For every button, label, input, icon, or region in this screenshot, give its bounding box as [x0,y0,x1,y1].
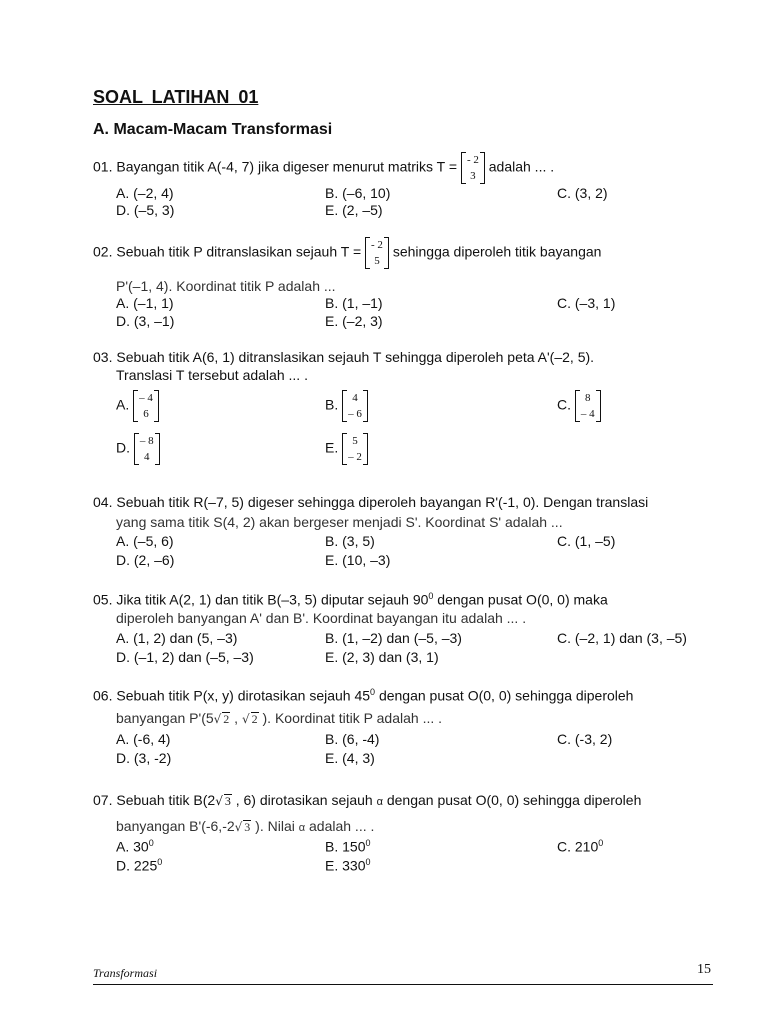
question-1-matrix: - 2 3 [461,152,485,184]
q6-option-a: A. (-6, 4) [116,731,171,747]
q7-option-a: A. $30^0$ [116,838,154,855]
q2-option-a: A. (–1, 1) [116,295,174,311]
q3-option-d: D. – 8 4 [116,433,160,465]
q7-option-d: D. $225^0$ [116,857,163,874]
q3-option-e-matrix: 5 – 2 [342,433,368,465]
question-7-text: 07. Sebuah titik B(2√ 3 , 6) dirotasikan sejauh α dengan pusat O(0, 0) sehingga diperoleh [93,792,642,808]
q1-option-a: A. (–2, 4) [116,185,174,201]
question-7-line2: banyangan B'(-6,-2√ 3 ). Nilai α adalah ... . [116,818,375,834]
footer-page-number: 15 [697,962,711,977]
question-2 [93,237,601,269]
question-2-text: 02. Sebuah titik P ditranslasikan sejauh T = [93,243,362,260]
alpha-symbol: α [298,822,306,834]
question-1-tail: adalah ... . [488,158,555,175]
q6-option-e: E. (4, 3) [325,750,375,766]
question-4-text: 04. Sebuah titik R(–7, 5) digeser sehingga diperoleh bayangan R'(-1, 0). Dengan translasi [93,494,649,510]
footer-divider [93,984,713,985]
q5-option-c: C. (–2, 1) dan (3, –5) [557,630,687,646]
footer-chapter: Transformasi [93,966,158,980]
q6-option-c: C. (-3, 2) [557,731,613,747]
q5-option-e: E. (2, 3) dan (3, 1) [325,649,439,665]
sqrt-symbol: √ [234,820,243,834]
q3-option-a-matrix: – 4 6 [133,390,159,422]
q4-option-a: A. (–5, 6) [116,533,174,549]
question-4-line2: yang sama titik S(4, 2) akan bergeser menjadi S'. Koordinat S' adalah ... [116,514,563,530]
q3-option-a: A. – 4 6 [116,390,159,422]
q4-option-c: C. (1, –5) [557,533,616,549]
q7-option-b: B. $150^0$ [325,838,371,855]
question-3-text: 03. Sebuah titik A(6, 1) ditranslasikan sejauh T sehingga diperoleh peta A'(–2, 5). [93,349,595,365]
q5-option-a: A. (1, 2) dan (5, –3) [116,630,238,646]
q7-option-e: E. $330^0$ [325,857,371,874]
page-title: SOAL LATIHAN 01 [93,87,259,107]
question-3-line2: Translasi T tersebut adalah ... . [116,367,308,383]
q3-option-d-matrix: – 8 4 [134,433,160,465]
q1-option-b: B. (–6, 10) [325,185,391,201]
q3-option-b: B. 4 – 6 [325,390,368,422]
sqrt-symbol: √ [215,794,223,808]
question-1-text: 01. Bayangan titik A(-4, 7) jika digeser menurut matriks T = [93,158,458,175]
q2-option-b: B. (1, –1) [325,295,383,311]
question-2-line2: P'(–1, 4). Koordinat titik P adalah ... [116,278,336,294]
question-6-line2: banyangan P'(5√ 2 , √ 2 ). Koordinat titik P adalah ... . [116,710,443,726]
q6-option-d: D. (3, -2) [116,750,172,766]
question-5-line2: diperoleh banyangan A' dan B'. Koordinat bayangan itu adalah ... . [116,610,527,626]
question-2-tail: sehingga diperoleh titik bayangan [392,243,602,260]
q4-option-b: B. (3, 5) [325,533,375,549]
q1-option-e: E. (2, –5) [325,202,383,218]
question-6-text: 06. Sebuah titik P(x, y) dirotasikan sejauh $45^0$ dengan pusat O(0, 0) sehingga diperoleh [93,687,634,704]
q3-option-e: E. 5 – 2 [325,433,368,465]
q2-option-c: C. (–3, 1) [557,295,616,311]
alpha-symbol: α [376,796,383,808]
q1-option-c: C. (3, 2) [557,185,608,201]
q1-option-d: D. (–5, 3) [116,202,175,218]
q3-option-c-matrix: 8 – 4 [575,390,601,422]
q2-option-e: E. (–2, 3) [325,313,383,329]
question-5-text: 05. Jika titik A(2, 1) dan titik B(–3, 5) diputar sejauh $90^0$ dengan pusat O(0, 0) maka [93,591,608,608]
section-heading: A. Macam-Macam Transformasi [93,121,333,138]
q2-option-d: D. (3, –1) [116,313,175,329]
q4-option-d: D. (2, –6) [116,552,175,568]
sqrt-symbol: √ [213,712,222,726]
sqrt-symbol: √ [241,712,250,726]
question-2-matrix: - 2 5 [365,237,389,269]
q7-option-c: C. $210^0$ [557,838,604,855]
question-1 [93,152,554,184]
q6-option-b: B. (6, -4) [325,731,380,747]
q5-option-d: D. (–1, 2) dan (–5, –3) [116,649,254,665]
q3-option-c: C. 8 – 4 [557,390,601,422]
q4-option-e: E. (10, –3) [325,552,391,568]
q3-option-b-matrix: 4 – 6 [342,390,368,422]
q5-option-b: B. (1, –2) dan (–5, –3) [325,630,462,646]
